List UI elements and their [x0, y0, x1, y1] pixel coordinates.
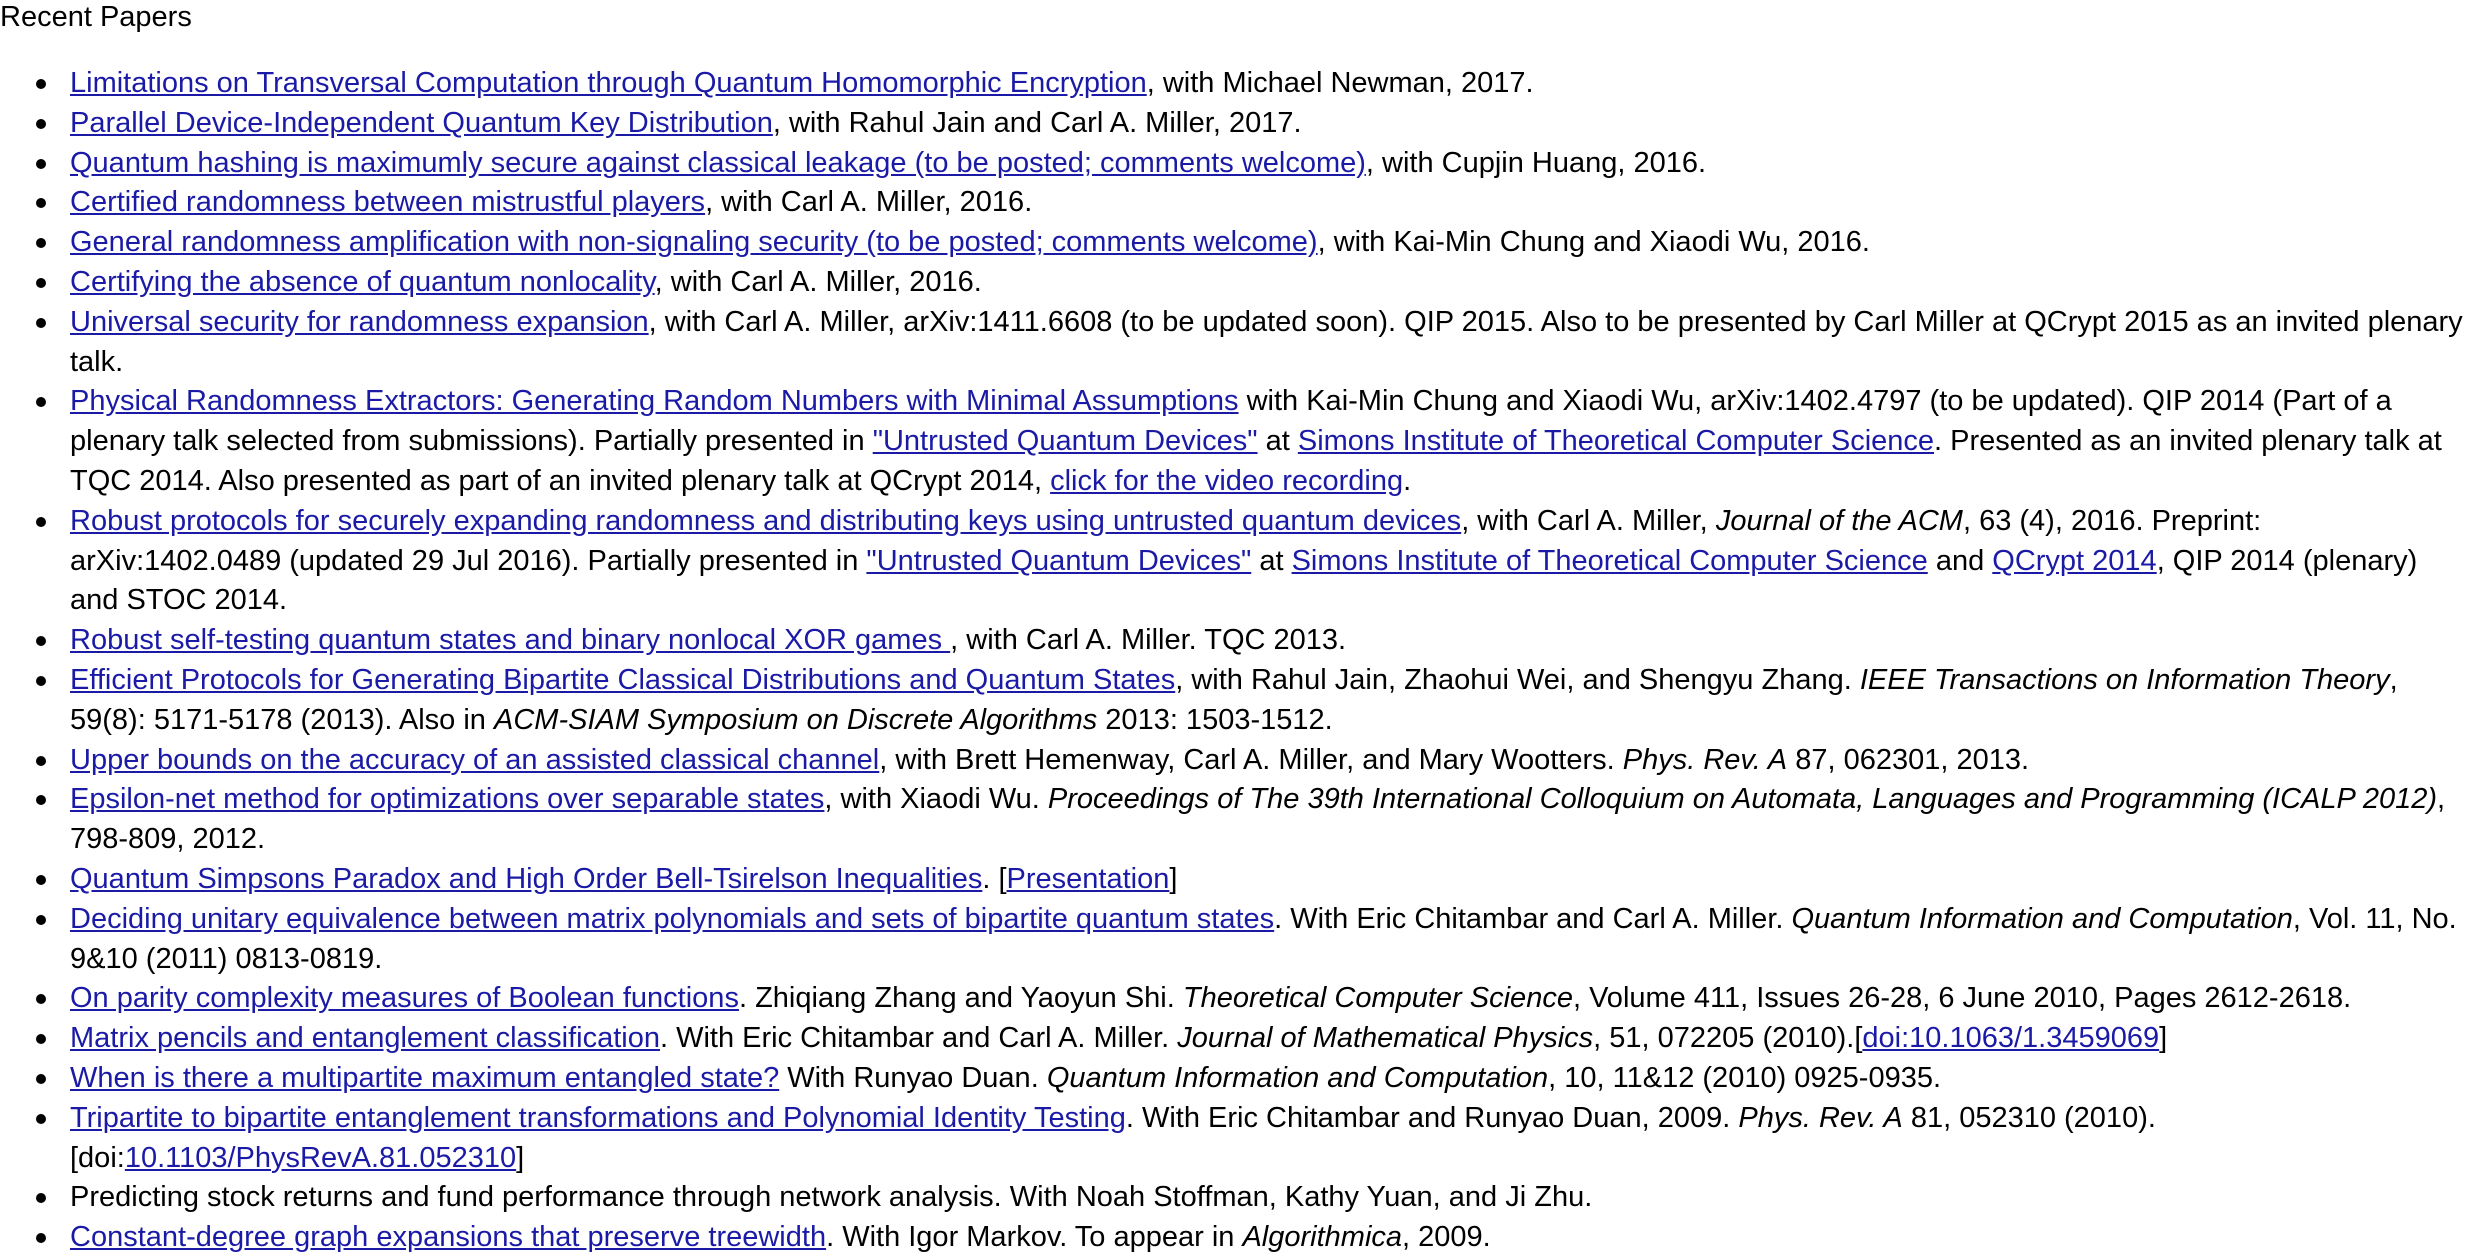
- list-item: [70, 979, 2468, 1019]
- paper-link[interactable]: Robust protocols for securely expanding randomness and distributing keys using untrusted quantum devices: [70, 504, 1462, 537]
- paper-details: , with Kai-Min Chung and Xiaodi Wu, 2016.: [1317, 226, 1870, 259]
- paper-link[interactable]: Quantum Simpsons Paradox and High Order Bell-Tsirelson Inequalities: [70, 862, 983, 895]
- paper-details: . With Igor Markov. To appear in: [826, 1221, 1243, 1254]
- bullet-icon: [36, 1193, 46, 1203]
- paper-details: . [: [982, 862, 1007, 895]
- venue: Quantum Information and Computation: [1791, 902, 2293, 935]
- qcrypt-2014-link[interactable]: QCrypt 2014: [1992, 544, 2157, 577]
- paper-details: at: [1257, 425, 1298, 458]
- bullet-icon: [36, 198, 46, 208]
- bullet-icon: [36, 1114, 46, 1124]
- paper-details: Predicting stock returns and fund performance through network analysis. With Noah Stoffman, Kathy Yuan, and Ji Zhu.: [70, 1181, 1593, 1214]
- paper-link[interactable]: Efficient Protocols for Generating Bipartite Classical Distributions and Quantum States: [70, 663, 1176, 696]
- paper-details: 81, 052310 (2010). [doi:: [70, 1101, 2156, 1174]
- bullet-icon: [36, 636, 46, 646]
- venue: Phys. Rev. A: [1622, 743, 1788, 776]
- bullet-icon: [36, 159, 46, 169]
- list-item: [70, 860, 2468, 900]
- venue: Proceedings of The 39th International Colloquium on Automata, Languages and Programming (ICALP 2012): [1047, 783, 2438, 816]
- list-item: [70, 1099, 2468, 1179]
- venue: Journal of the ACM: [1715, 504, 1963, 537]
- bullet-icon: [36, 1233, 46, 1243]
- paper-details: 87, 062301, 2013.: [1787, 743, 2030, 776]
- paper-details: , 59(8): 5171-5178 (2013). Also in: [70, 663, 2398, 736]
- paper-link[interactable]: Constant-degree graph expansions that preserve treewidth: [70, 1221, 827, 1254]
- paper-details: , QIP 2014 (plenary) and STOC 2014.: [70, 544, 2418, 617]
- bullet-icon: [36, 79, 46, 89]
- bullet-icon: [36, 875, 46, 885]
- paper-link[interactable]: Parallel Device-Independent Quantum Key Distribution: [70, 106, 773, 139]
- page-title: Recent Papers: [0, 1, 192, 33]
- paper-link[interactable]: Universal security for randomness expansion: [70, 305, 649, 338]
- paper-details: , with Carl A. Miller,: [1461, 504, 1716, 537]
- paper-details: , 10, 11&12 (2010) 0925-0935.: [1548, 1061, 1942, 1094]
- paper-details: , with Carl A. Miller. TQC 2013.: [950, 624, 1347, 657]
- paper-details: .: [1403, 464, 1412, 497]
- bullet-icon: [36, 318, 46, 328]
- paper-details: , with Rahul Jain and Carl A. Miller, 2017.: [772, 106, 1302, 139]
- paper-link[interactable]: Limitations on Transversal Computation through Quantum Homomorphic Encryption: [70, 67, 1147, 99]
- paper-details: , Vol. 11, No. 9&10 (2011) 0813-0819.: [70, 902, 2457, 975]
- simons-institute-link[interactable]: Simons Institute of Theoretical Computer Science: [1297, 425, 1935, 458]
- paper-details: ]: [2159, 1022, 2168, 1055]
- paper-details: ]: [516, 1141, 525, 1174]
- list-item: [70, 1178, 2468, 1218]
- paper-details: . With Eric Chitambar and Runyao Duan, 2009.: [1125, 1101, 1739, 1134]
- paper-details: With Runyao Duan.: [779, 1061, 1047, 1094]
- paper-details: at: [1251, 544, 1292, 577]
- paper-link[interactable]: Epsilon-net method for optimizations over separable states: [70, 783, 825, 816]
- paper-details: , with Carl A. Miller, 2016.: [654, 265, 982, 298]
- paper-list: [0, 64, 2468, 1258]
- paper-link[interactable]: General randomness amplification with non-signaling security (to be posted; comments welcome): [70, 226, 1318, 259]
- bullet-icon: [36, 397, 46, 407]
- paper-details: . With Eric Chitambar and Carl A. Miller.: [1274, 902, 1792, 935]
- paper-link[interactable]: On parity complexity measures of Boolean functions: [70, 982, 739, 1015]
- list-item: [70, 183, 2468, 223]
- paper-details: . Presented as an invited plenary talk at TQC 2014. Also presented as part of an invited plenary talk at QCrypt 2014,: [70, 425, 2442, 497]
- paper-link[interactable]: Deciding unitary equivalence between matrix polynomials and sets of bipartite quantum states: [70, 902, 1275, 935]
- list-item: [70, 661, 2468, 741]
- paper-link[interactable]: When is there a multipartite maximum entangled state?: [70, 1061, 780, 1094]
- bullet-icon: [36, 238, 46, 248]
- paper-details: , 798-809, 2012.: [70, 783, 2446, 856]
- list-item: [70, 780, 2468, 860]
- list-item: [70, 263, 2468, 303]
- paper-details: , with Michael Newman, 2017.: [1146, 67, 1534, 99]
- paper-details: ]: [1169, 862, 1178, 895]
- bullet-icon: [36, 994, 46, 1004]
- paper-link[interactable]: Tripartite to bipartite entanglement transformations and Polynomial Identity Testing: [70, 1101, 1126, 1134]
- bullet-icon: [36, 915, 46, 925]
- video-recording-link[interactable]: click for the video recording: [1050, 464, 1404, 497]
- paper-details: , 63 (4), 2016. Preprint: arXiv:1402.0489 (updated 29 Jul 2016). Partially presented in: [70, 504, 2262, 577]
- untrusted-quantum-devices-link[interactable]: "Untrusted Quantum Devices": [872, 425, 1258, 458]
- bullet-icon: [36, 1074, 46, 1084]
- bullet-icon: [36, 795, 46, 805]
- list-item: [70, 382, 2468, 501]
- paper-details: , with Cupjin Huang, 2016.: [1365, 146, 1707, 179]
- venue: Phys. Rev. A: [1738, 1101, 1903, 1134]
- paper-link[interactable]: Matrix pencils and entanglement classification: [70, 1022, 660, 1055]
- list-item: [70, 104, 2468, 144]
- venue: IEEE Transactions on Information Theory: [1859, 663, 2390, 696]
- paper-link[interactable]: Certified randomness between mistrustful players: [70, 186, 706, 219]
- doi-link[interactable]: 10.1103/PhysRevA.81.052310: [124, 1141, 517, 1174]
- list-item: [70, 1019, 2468, 1059]
- presentation-link[interactable]: Presentation: [1006, 862, 1170, 895]
- doi-link[interactable]: doi:10.1063/1.3459069: [1862, 1022, 2160, 1055]
- paper-link[interactable]: Robust self-testing quantum states and binary nonlocal XOR games: [70, 624, 951, 657]
- paper-link[interactable]: Quantum hashing is maximumly secure against classical leakage (to be posted; comments welcome): [70, 146, 1366, 179]
- list-item: [70, 1059, 2468, 1099]
- list-item: [70, 502, 2468, 621]
- venue: Quantum Information and Computation: [1046, 1061, 1549, 1094]
- venue: ACM-SIAM Symposium on Discrete Algorithms: [494, 703, 1098, 736]
- paper-details: 2013: 1503-1512.: [1097, 703, 1333, 736]
- paper-details: , with Xiaodi Wu.: [824, 783, 1048, 816]
- venue: Journal of Mathematical Physics: [1177, 1022, 1594, 1055]
- list-item: [70, 621, 2468, 661]
- paper-details: , with Rahul Jain, Zhaohui Wei, and Shengyu Zhang.: [1175, 663, 1860, 696]
- simons-institute-link[interactable]: Simons Institute of Theoretical Computer Science: [1291, 544, 1928, 577]
- bullet-icon: [36, 119, 46, 129]
- paper-details: . Zhiqiang Zhang and Yaoyun Shi.: [738, 982, 1183, 1015]
- list-item: [70, 223, 2468, 263]
- venue: Theoretical Computer Science: [1182, 982, 1573, 1015]
- paper-details: , with Carl A. Miller, 2016.: [705, 186, 1033, 219]
- bullet-icon: [36, 278, 46, 288]
- bullet-icon: [36, 1034, 46, 1044]
- paper-link[interactable]: Physical Randomness Extractors: Generating Random Numbers with Minimal Assumptions: [70, 385, 1239, 418]
- venue: Algorithmica: [1242, 1221, 1403, 1254]
- list-item: [70, 64, 2468, 104]
- paper-link[interactable]: Certifying the absence of quantum nonlocality: [70, 265, 655, 298]
- paper-details: , 2009.: [1402, 1221, 1491, 1254]
- list-item: [70, 900, 2468, 980]
- paper-link[interactable]: Upper bounds on the accuracy of an assisted classical channel: [70, 743, 880, 776]
- list-item: [70, 741, 2468, 781]
- bullet-icon: [36, 756, 46, 766]
- untrusted-quantum-devices-link[interactable]: "Untrusted Quantum Devices": [866, 544, 1252, 577]
- paper-details: . With Eric Chitambar and Carl A. Miller.: [659, 1022, 1178, 1055]
- list-item: [70, 303, 2468, 383]
- paper-details: , with Carl A. Miller, arXiv:1411.6608 (to be updated soon). QIP 2015. Also to be presented by Carl Miller at QCrypt 2015 as an invited plenary talk.: [70, 305, 2463, 378]
- paper-details: , with Brett Hemenway, Carl A. Miller, and Mary Wootters.: [879, 743, 1623, 776]
- paper-details: with Kai-Min Chung and Xiaodi Wu, arXiv:1402.4797 (to be updated). QIP 2014 (Part of a plenary talk selected from submissions). Partially presented in: [70, 385, 2392, 458]
- bullet-icon: [36, 517, 46, 527]
- list-item: [70, 1218, 2468, 1258]
- paper-details: and: [1927, 544, 1993, 577]
- paper-details: , 51, 072205 (2010).[: [1593, 1022, 1863, 1055]
- paper-details: , Volume 411, Issues 26-28, 6 June 2010, Pages 2612-2618.: [1572, 982, 2352, 1015]
- bullet-icon: [36, 676, 46, 686]
- list-item: [70, 144, 2468, 184]
